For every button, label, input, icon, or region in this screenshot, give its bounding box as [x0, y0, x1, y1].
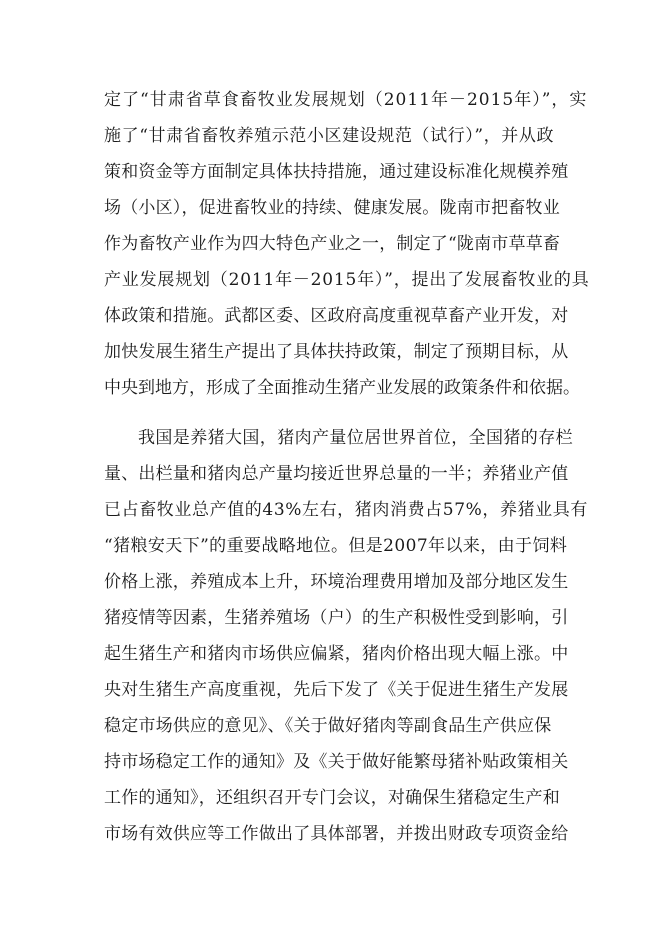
text-line: 猪疫情等因素，生猪养殖场（户）的生产积极性受到影响，引 [104, 608, 569, 628]
text-line: 施了“甘肃省畜牧养殖示范小区建设规范（试行）”，并从政 [104, 126, 555, 146]
text-line: 中央到地方，形成了全面推动生猪产业发展的政策条件和依据。 [104, 378, 580, 398]
text-line: 持市场稳定工作的通知》及《关于做好能繁母猪补贴政策相关 [104, 752, 569, 772]
text-line: 定了“甘肃省草食畜牧业发展规划（2011年－2015年）”，实 [104, 90, 588, 110]
paragraph-1 [104, 82, 590, 406]
text-line: “猪粮安天下”的重要战略地位。但是2007年以来，由于饲料 [104, 536, 568, 556]
paragraph-2 [104, 420, 588, 852]
text-line: 量、出栏量和猪肉总产量均接近世界总量的一半；养猪业产值 [104, 464, 569, 484]
text-line: 稳定市场供应的意见》、《关于做好猪肉等副食品生产供应保 [104, 716, 552, 736]
text-line: 起生猪生产和猪肉市场供应偏紧，猪肉价格出现大幅上涨。中 [104, 644, 569, 664]
text-line: 市场有效供应等工作做出了具体部署，并拨出财政专项资金给 [104, 824, 569, 844]
text-line: 央对生猪生产高度重视，先后下发了《关于促进生猪生产发展 [104, 680, 569, 700]
text-line: 已占畜牧业总产值的43%左右，猪肉消费占57%，养猪业具有 [104, 500, 588, 520]
text-line: 我国是养猪大国，猪肉产量位居世界首位，全国猪的存栏 [138, 428, 573, 448]
text-line: 价格上涨，养殖成本上升，环境治理费用增加及部分地区发生 [104, 572, 569, 592]
text-line: 作为畜牧产业作为四大特色产业之一，制定了“陇南市草草畜 [104, 234, 561, 254]
text-line: 体政策和措施。武都区委、区政府高度重视草畜产业开发，对 [104, 306, 569, 326]
text-line: 产业发展规划（2011年－2015年）”，提出了发展畜牧业的具 [104, 270, 590, 290]
text-line: 工作的通知》，还组织召开专门会议，对确保生猪稳定生产和 [104, 788, 560, 808]
text-line: 加快发展生猪生产提出了具体扶持政策，制定了预期目标，从 [104, 342, 569, 362]
text-line: 策和资金等方面制定具体扶持措施，通过建设标准化规模养殖 [104, 162, 569, 182]
text-line: 场（小区），促进畜牧业的持续、健康发展。陇南市把畜牧业 [104, 198, 560, 218]
